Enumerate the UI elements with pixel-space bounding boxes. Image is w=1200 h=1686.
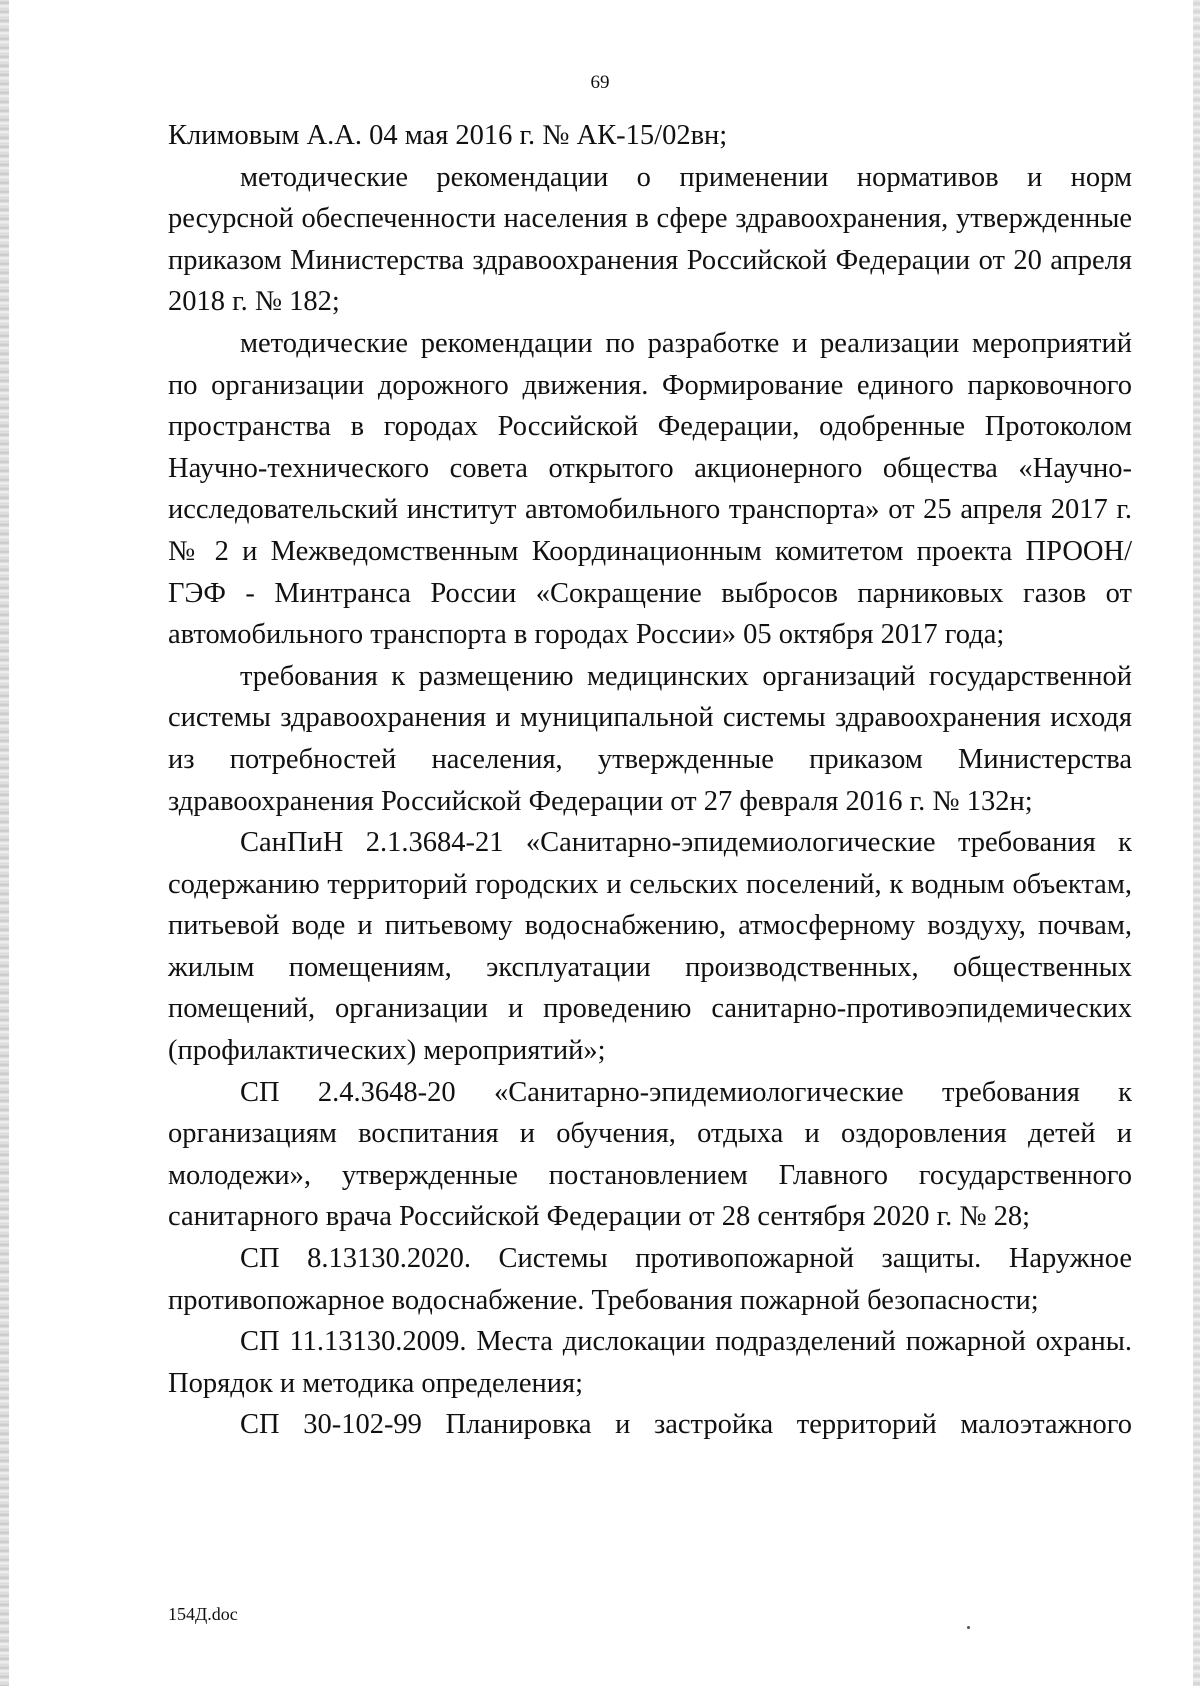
footer-filename: 154Д.doc: [168, 1604, 238, 1624]
page-number: 69: [590, 72, 610, 93]
document-body: [168, 115, 1132, 1446]
paragraph-sp-8-13130: СП 8.13130.2020. Системы противопожарной защиты. Наружное противопожарное водоснабжение. Требования пожарной безопасности;: [168, 1243, 1132, 1316]
scan-edge-left: [0, 0, 9, 1686]
paragraph-road-traffic: методические рекомендации по разработке и реализации мероприятий по организации дорожного движения. Формирование единого парковочного пространства в городах Российской Федерации, одобренные Протоколом Научно-технического совета открытого акционерного общества «Научно-исследовательский институт автомобильного транспорта» от 25 апреля 2017 г. № 2 и Межведомственным Координационным комитетом проекта ПРООН/ГЭФ - Минтранса России «Сокращение выбросов парниковых газов от автомобильного транспорта в городах России» 05 октября 2017 года;: [168, 327, 1132, 651]
paragraph-medical-norms: методические рекомендации о применении нормативов и норм ресурсной обеспеченности населения в сфере здравоохранения, утвержденные приказом Министерства здравоохранения Российской Федерации от 20 апреля 2018 г. № 182;: [168, 161, 1132, 318]
paragraph-continuation: Климовым А.А. 04 мая 2016 г. № АК-15/02вн;: [168, 120, 728, 151]
paragraph-sanpin: СанПиН 2.1.3684-21 «Санитарно-эпидемиологические требования к содержанию территорий городских и сельских поселений, к водным объектам, питьевой воде и питьевому водоснабжению, атмосферному воздуху, почвам, жилым помещениям, эксплуатации производственных, общественных помещений, организации и проведению санитарно-противоэпидемических (профилактических) мероприятий»;: [168, 827, 1132, 1067]
paragraph-sp-30-102: СП 30-102-99 Планировка и застройка территорий малоэтажного: [240, 1409, 1132, 1441]
paragraph-sp-11-13130: СП 11.13130.2009. Места дислокации подразделений пожарной охраны. Порядок и методика определения;: [168, 1326, 1132, 1399]
paragraph-sp-2-4-3648: СП 2.4.3648-20 «Санитарно-эпидемиологические требования к организациям воспитания и обучения, отдыха и оздоровления детей и молодежи», утвержденные постановлением Главного государственного санитарного врача Российской Федерации от 28 сентября 2020 г. № 28;: [168, 1076, 1132, 1233]
scan-speck: [967, 1626, 970, 1629]
scan-edge-right: [1193, 0, 1200, 1686]
paragraph-medical-placement: требования к размещению медицинских организаций государственной системы здравоохранения и муниципальной системы здравоохранения исходя из потребностей населения, утвержденные приказом Министерства здравоохранения Российской Федерации от 27 февраля 2016 г. № 132н;: [168, 660, 1132, 817]
